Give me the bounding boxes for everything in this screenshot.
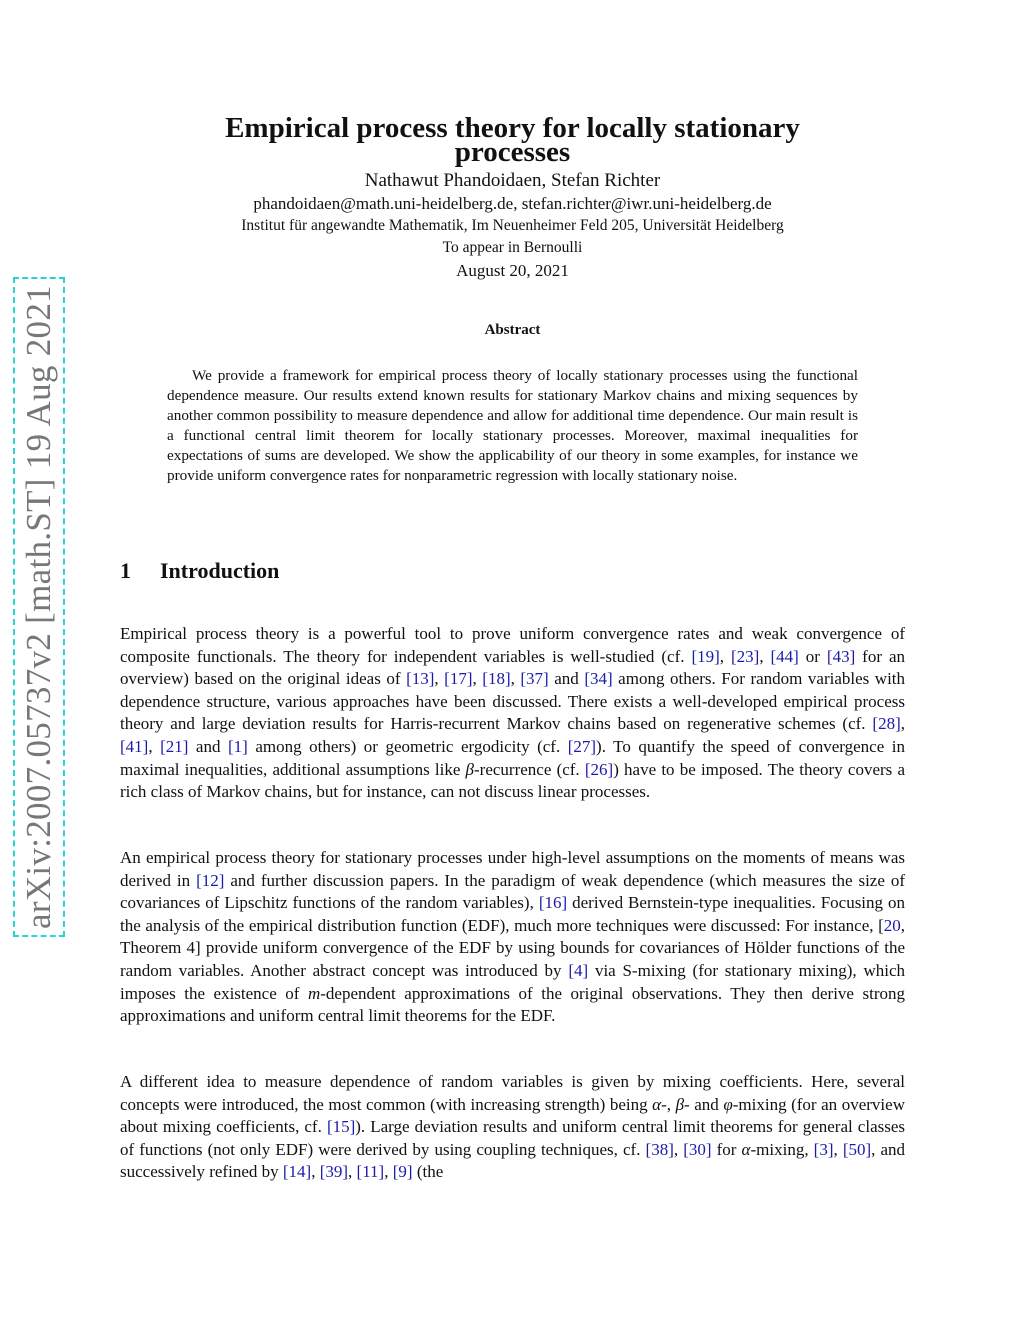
arxiv-id: arXiv:2007.05737v2 [math.ST] 19 Aug 2021 [13,277,65,937]
citation-link[interactable]: [41] [120,736,149,756]
citation-link[interactable]: [16] [538,893,568,913]
math-symbol: m [307,983,321,1003]
affiliation: Institut für angewandte Mathematik, Im Neuenheimer Feld 205, Universität Heidelberg [241,217,784,234]
title-line-1: Empirical process theory for locally stationary [225,112,800,144]
section-heading [120,558,279,584]
citation-link[interactable]: [9] [392,1162,413,1182]
citation-link[interactable]: [39] [319,1162,349,1182]
citation-link[interactable]: [11] [356,1162,385,1182]
paper-date: August 20, 2021 [456,261,569,280]
abstract-heading: Abstract [484,322,541,338]
citation-link[interactable]: [13] [406,669,435,689]
publication-note: To appear in Bernoulli [442,239,583,256]
math-symbol: α [652,1094,662,1114]
section-number: 1 [120,558,131,583]
citation-link[interactable]: [3] [813,1139,834,1159]
citation-link[interactable]: 20 [883,915,901,935]
citation-link[interactable]: [12] [196,870,225,890]
math-symbol: β [675,1094,685,1114]
authors: Nathawut Phandoidaen, Stefan Richter [364,170,661,191]
intro-paragraph-1: Empirical process theory is a powerful tool to prove uniform convergence rates and weak convergence of composite functionals. The theory for independent variables is well-studied (cf. [19], [23], [44] or [43] for an overview) based on the original ideas of [13], [17], [18], [37] and [34] among others. For random variables with dependence structure, various approaches have been discussed. There exists a well-developed empirical process theory and large deviation results for Harris-recurrent Markov chains based on regenerative schemes (cf. [28], [41], [21] and [1] among others) or geometric ergodicity (cf. [27]). To quantify the speed of convergence in maximal inequalities, additional assumptions like β-recurrence (cf. [26]) have to be imposed. The theory covers a rich class of Markov chains, but for instance, can not discuss linear processes. [120,624,906,802]
citation-link[interactable]: [37] [520,669,549,689]
math-symbol: β [465,759,475,779]
citation-link[interactable]: [15] [326,1117,356,1137]
citation-link[interactable]: [34] [584,669,613,689]
citation-link[interactable]: [28] [872,714,901,734]
intro-paragraph-2: An empirical process theory for stationary processes under high-level assumptions on the moments of means was derived in [12] and further discussion papers. In the paradigm of weak dependence (which measures the size of covariances of Lipschitz functions of the random variables), [16] derived Bernstein-type inequalities. Focusing on the analysis of the empirical distribution function (EDF), much more techniques were discussed: For instance, [20, Theorem 4] provide uniform convergence of the EDF by using bounds for covariances of Hölder functions of the random variables. Another abstract concept was introduced by [4] via S-mixing (for stationary mixing), which imposes the existence of m-dependent approximations of the original observations. They then derive strong approximations and uniform central limit theorems for the EDF. [120,848,906,1026]
citation-link[interactable]: [43] [826,646,856,666]
section-title: Introduction [160,558,280,583]
citation-link[interactable]: [23] [730,646,760,666]
citation-link[interactable]: [18] [482,669,511,689]
math-symbol: φ [723,1094,733,1114]
citation-link[interactable]: [50] [842,1139,872,1159]
abstract-text: We provide a framework for empirical process theory of locally stationary processes using the functional dependence measure. Our results extend known results for stationary Markov chains and mixing sequences by another common possibility to measure dependence and allow for additional time dependence. Our main result is a functional central limit theorem for locally stationary processes. Moreover, maximal inequalities for expectations of sums are developed. We show the applicability of our theory in some examples, for instance we provide uniform convergence rates for nonparametric regression with locally stationary noise. [167,367,858,484]
arxiv-sidebar-stamp [10,285,68,929]
author-emails: phandoidaen@math.uni-heidelberg.de, stefan.richter@iwr.uni-heidelberg.de [253,194,772,213]
citation-link[interactable]: [4] [568,960,589,980]
citation-link[interactable]: [38] [645,1139,674,1159]
math-symbol: α [741,1139,751,1159]
citation-link[interactable]: [44] [770,646,799,666]
title-line-2: processes [454,136,571,168]
citation-link[interactable]: [17] [444,669,473,689]
citation-link[interactable]: [21] [160,736,189,756]
intro-paragraph-3: A different idea to measure dependence of random variables is given by mixing coefficients. Here, several concepts were introduced, the most common (with increasing strength) being α-, β- and φ-mixing (for an overview about mixing coefficients, cf. [15]). Large deviation results and uniform central limit theorems for general classes of functions (not only EDF) were derived by using coupling techniques, cf. [38], [30] for α-mixing, [3], [50], and successively refined by [14], [39], [11], [9] (the [120,1072,906,1182]
citation-link[interactable]: [19] [691,646,720,666]
citation-link[interactable]: [14] [282,1162,312,1182]
paper-title [120,112,905,168]
citation-link[interactable]: [30] [683,1139,712,1159]
citation-link[interactable]: [1] [227,736,248,756]
citation-link[interactable]: [26] [584,759,614,779]
citation-link[interactable]: [27] [567,736,597,756]
